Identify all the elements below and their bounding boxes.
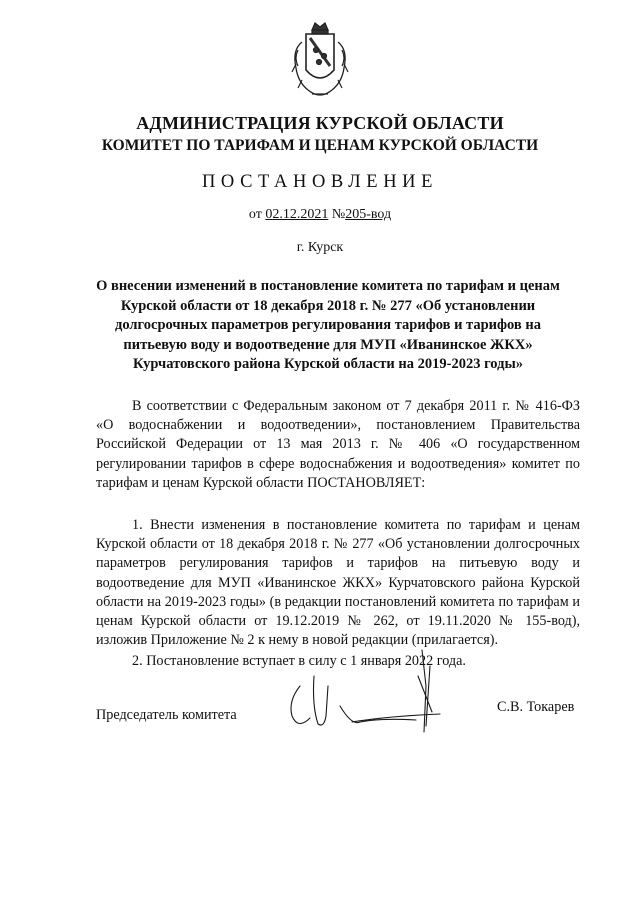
document-type: ПОСТАНОВЛЕНИЕ: [201, 172, 439, 192]
number-sign: №: [331, 207, 346, 222]
administration-heading: АДМИНИСТРАЦИЯ КУРСКОЙ ОБЛАСТИ: [136, 113, 504, 133]
document-number: 205-вод: [345, 207, 392, 222]
document-title: О внесении изменений в постановление комитета по тарифам и ценам Курской области от 18 декабря 2018 г. № 277 «Об установлении долгосрочных параметров регулирования тарифов и тарифов на питьевую воду и водоотведение для МУП «Иванинское ЖКХ» Курчатовского района Курской области на 2019-2023 годы»: [96, 278, 560, 372]
signatory-role: Председатель комитета: [96, 707, 237, 723]
handwritten-signature: [240, 646, 460, 736]
document-date: 02.12.2021: [265, 207, 329, 222]
city: г. Курск: [296, 240, 344, 255]
coat-of-arms-icon: [288, 20, 352, 106]
item-2-paragraph: 2. Постановление вступает в силу с 1 января 2022 года.: [132, 653, 466, 669]
date-prefix: от: [248, 207, 262, 222]
signatory-name: С.В. Токарев: [497, 699, 575, 715]
committee-heading: КОМИТЕТ ПО ТАРИФАМ И ЦЕНАМ КУРСКОЙ ОБЛАСТИ: [101, 137, 539, 154]
preamble-paragraph: В соответствии с Федеральным законом от 7 декабря 2011 г. № 416-ФЗ «О водоснабжении и водоотведении», постановлением Правительства Российской Федерации от 13 мая 2013 г. № 406 «О государственном регулировании тарифов в сфере водоснабжения и водоотведения» комитет по тарифам и ценам Курской области ПОСТАНОВЛЯЕТ:: [96, 398, 580, 491]
date-line: [0, 207, 640, 223]
item-1-paragraph: 1. Внести изменения в постановление комитета по тарифам и ценам Курской области от 18 декабря 2018 г. № 277 «Об установлении долгосрочных параметров регулирования тарифов и тарифов на питьевую воду и водоотведение для МУП «Иванинское ЖКХ» Курчатовского района Курской области на 2019-2023 годы» (в редакции постановлений комитета по тарифам и ценам Курской области от 19.12.2019 № 262, от 19.11.2020 № 155-вод), изложив Приложение № 2 к нему в новой редакции (прилагается).: [96, 517, 580, 649]
